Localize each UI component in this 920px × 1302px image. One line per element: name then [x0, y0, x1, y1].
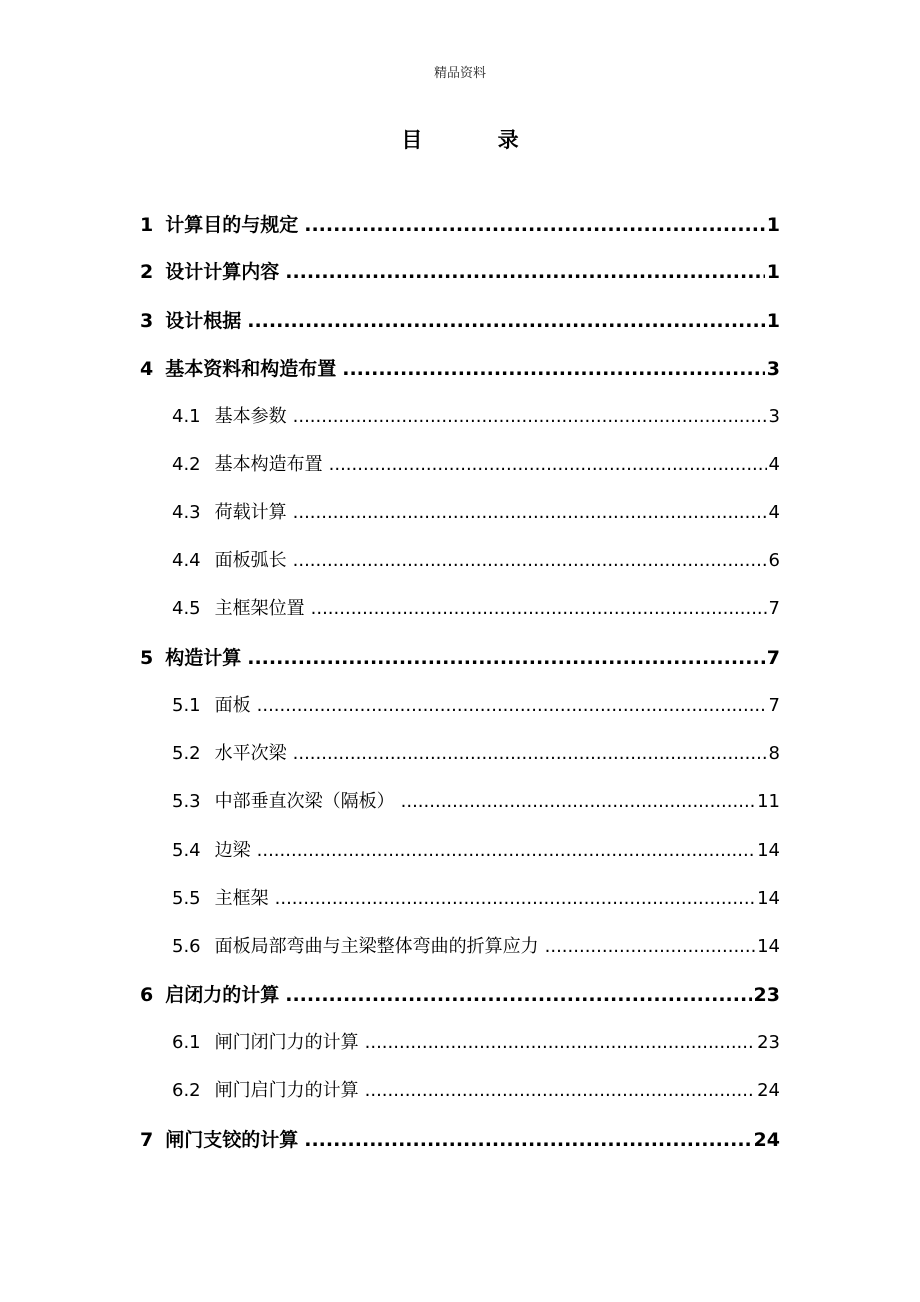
toc-number: 4.5 — [172, 598, 201, 619]
toc-title: 闸门闭门力的计算 — [214, 1032, 359, 1053]
toc-page-number: 1 — [766, 214, 780, 236]
toc-dot-leader — [304, 210, 765, 240]
toc-page-number: 14 — [757, 936, 780, 957]
toc-page-number: 4 — [768, 502, 780, 523]
toc-title: 主框架位置 — [214, 598, 305, 619]
toc-dot-leader — [285, 257, 765, 287]
toc-title: 水平次梁 — [214, 743, 287, 764]
toc-title: 边梁 — [214, 840, 251, 861]
toc-page-number: 1 — [766, 261, 780, 283]
toc-page-number: 7 — [768, 598, 780, 619]
toc-number: 6 — [140, 984, 154, 1006]
toc-page-number: 24 — [753, 1129, 780, 1151]
toc-dot-leader — [257, 836, 755, 866]
toc-entry-7[interactable] — [140, 1125, 780, 1155]
toc-dot-leader — [293, 498, 767, 528]
toc-title: 构造计算 — [165, 647, 242, 669]
toc-dot-leader — [285, 980, 751, 1010]
toc-number: 6.2 — [172, 1080, 201, 1101]
toc-entry-5-2[interactable] — [172, 739, 780, 769]
toc-page-number: 1 — [766, 310, 780, 332]
toc-dot-leader — [545, 932, 755, 962]
toc-dot-leader — [247, 306, 765, 336]
toc-entry-6-1[interactable] — [172, 1028, 780, 1058]
toc-entry-5-1[interactable] — [172, 691, 780, 721]
toc-page-number: 3 — [768, 406, 780, 427]
toc-entry-1[interactable] — [140, 210, 780, 240]
toc-dot-leader — [293, 402, 767, 432]
toc-dot-leader — [247, 643, 765, 673]
toc-title: 闸门启门力的计算 — [214, 1080, 359, 1101]
toc-title: 基本参数 — [214, 406, 287, 427]
toc-page-number: 14 — [757, 888, 780, 909]
toc-entry-2[interactable] — [140, 257, 780, 287]
toc-number: 4.3 — [172, 502, 201, 523]
toc-title: 中部垂直次梁（隔板） — [214, 791, 395, 812]
toc-entry-5-5[interactable] — [172, 884, 780, 914]
toc-dot-leader — [365, 1076, 755, 1106]
toc-entry-4[interactable] — [140, 354, 780, 384]
toc-number: 6.1 — [172, 1032, 201, 1053]
toc-page-number: 6 — [768, 550, 780, 571]
toc-title: 荷载计算 — [214, 502, 287, 523]
toc-number: 5.2 — [172, 743, 201, 764]
toc-page-number: 14 — [757, 840, 780, 861]
toc-title: 主框架 — [214, 888, 269, 909]
toc-page-number: 8 — [768, 743, 780, 764]
toc-number: 2 — [140, 261, 154, 283]
toc-page-number: 7 — [768, 695, 780, 716]
toc-number: 5.1 — [172, 695, 201, 716]
toc-number: 5.4 — [172, 840, 201, 861]
toc-entry-4-2[interactable] — [172, 450, 780, 480]
toc-entry-5-6[interactable] — [172, 932, 780, 962]
toc-entry-4-1[interactable] — [172, 402, 780, 432]
toc-title: 面板弧长 — [214, 550, 287, 571]
toc-title: 面板 — [214, 695, 251, 716]
toc-entry-3[interactable] — [140, 306, 780, 336]
toc-title: 基本构造布置 — [214, 454, 323, 475]
toc-entry-4-3[interactable] — [172, 498, 780, 528]
toc-page-number: 4 — [768, 454, 780, 475]
toc-dot-leader — [257, 691, 767, 721]
toc-entry-4-5[interactable] — [172, 594, 780, 624]
toc-title: 启闭力的计算 — [165, 984, 280, 1006]
toc-dot-leader — [304, 1125, 751, 1155]
toc-page-number: 3 — [766, 358, 780, 380]
toc-entry-4-4[interactable] — [172, 546, 780, 576]
toc-number: 1 — [140, 214, 154, 236]
toc-page-number: 11 — [757, 791, 780, 812]
toc-dot-leader — [401, 787, 755, 817]
toc-page-number: 7 — [766, 647, 780, 669]
toc-number: 4.1 — [172, 406, 201, 427]
toc-page-number: 23 — [757, 1032, 780, 1053]
toc-number: 5.5 — [172, 888, 201, 909]
toc-number: 5.3 — [172, 791, 201, 812]
toc-number: 4 — [140, 358, 154, 380]
toc-entry-5-4[interactable] — [172, 836, 780, 866]
toc-page-number: 23 — [753, 984, 780, 1006]
toc-title: 闸门支铰的计算 — [165, 1129, 299, 1151]
toc-title: 面板局部弯曲与主梁整体弯曲的折算应力 — [214, 936, 539, 957]
toc-dot-leader — [311, 594, 767, 624]
toc-number: 4.4 — [172, 550, 201, 571]
toc-number: 7 — [140, 1129, 154, 1151]
toc-dot-leader — [342, 354, 765, 384]
toc-number: 4.2 — [172, 454, 201, 475]
page-header: 精品资料 — [433, 66, 486, 81]
toc-number: 5 — [140, 647, 154, 669]
toc-entry-6-2[interactable] — [172, 1076, 780, 1106]
toc-title: 设计计算内容 — [165, 261, 280, 283]
toc-title: 基本资料和构造布置 — [165, 358, 337, 380]
toc-entry-6[interactable] — [140, 980, 780, 1010]
toc-dot-leader — [365, 1028, 755, 1058]
page-title: 目 录 — [401, 128, 553, 152]
toc-page-number: 24 — [757, 1080, 780, 1101]
toc-title: 设计根据 — [165, 310, 242, 332]
toc-dot-leader — [293, 546, 767, 576]
toc-dot-leader — [275, 884, 755, 914]
toc-entry-5-3[interactable] — [172, 787, 780, 817]
toc-dot-leader — [329, 450, 767, 480]
toc-dot-leader — [293, 739, 767, 769]
toc-number: 3 — [140, 310, 154, 332]
toc-title: 计算目的与规定 — [165, 214, 299, 236]
toc-entry-5[interactable] — [140, 643, 780, 673]
toc-number: 5.6 — [172, 936, 201, 957]
